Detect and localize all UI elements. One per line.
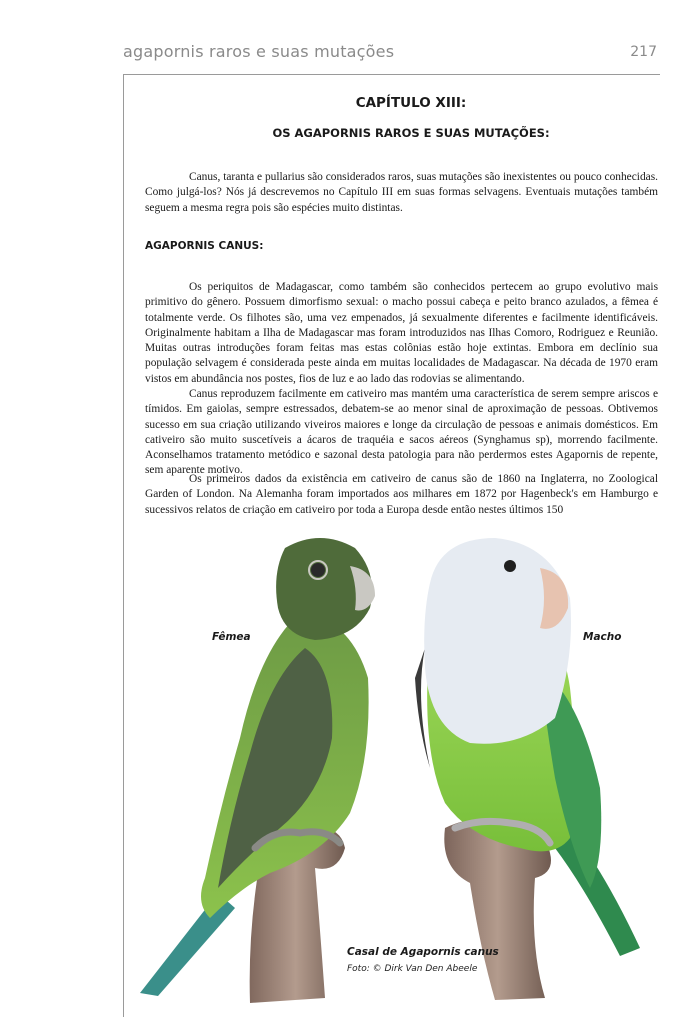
figure-caption: Casal de Agapornis canus xyxy=(347,946,499,958)
section-heading: AGAPORNIS CANUS: xyxy=(145,240,264,252)
body-paragraph: Canus reproduzem facilmente em cativeiro mas mantém uma característica de serem sempre ariscos e tímidos. Em gaiolas, sempre estressados, debatem-se ao menor sinal de aproximação de pessoas. Obtivemos sucesso em sua criação utilizando viveiros maiores e longe da circulação de pessoas e animais domésticos. Em cativeiro são muito suscetíveis a ácaros de traquéia e sacos aéreos (Synghamus sp), morrendo facilmente. Aconselhamos tratamento metódico e sazonal desta patologia para não perdermos estes Agapornis de repente, sem aparente motivo. xyxy=(145,388,658,477)
page-number: 217 xyxy=(630,44,657,60)
running-title: agapornis raros e suas mutações xyxy=(123,42,395,61)
chapter-title: CAPÍTULO XIII: xyxy=(355,95,467,111)
intro-paragraph: Canus, taranta e pullarius são considerados raros, suas mutações são inexistentes ou pouco conhecidas. Como julgá-los? Nós já descrevemos no Capítulo III em suas formas selvagens. Eventuais mutações também seguem a mesma regra pois são espécies muito distintas. xyxy=(145,171,658,214)
male-label: Macho xyxy=(583,631,622,643)
body-paragraph: Os primeiros dados da existência em cativeiro de canus são de 1860 na Inglaterra, no Zoological Garden of London. Na Alemanha foram importados aos milhares em 1872 por Hagenbeck's em Hamburgo e sucessivos relatos de criação em cativeiro por toda a Europa desde então nestes últimos 150 xyxy=(145,473,658,516)
chapter-subtitle: OS AGAPORNIS RAROS E SUAS MUTAÇÕES: xyxy=(272,126,550,140)
body-paragraph: Os periquitos de Madagascar, como também são conhecidos pertecem ao grupo evolutivo mais primitivo do gênero. Possuem dimorfismo sexual: o macho possui cabeça e peito branco azulados, a fêmea é totalmente verde. Os filhotes são, uma vez empenados, já sexualmente diferentes e facilmente identificáveis. Originalmente habitam a Ilha de Madagascar mas foram introduzidos nas Ilhas Comoro, Rodriguez e Reunião. Muitas outras introduções foram feitas mas estas colônias estão hoje extintas. Embora em declínio sua população selvagem é considerada peste ainda em muitas localidades de Madagascar. Na década de 1970 eram vistos em abundância nos postes, fios de luz e ao lado das rodovias se alimentando. xyxy=(145,281,658,385)
photo-credit: Foto: © Dirk Van Den Abeele xyxy=(347,964,478,974)
top-rule xyxy=(123,74,660,75)
female-label: Fêmea xyxy=(212,631,251,643)
lovebird-pair-photo xyxy=(100,528,660,1008)
